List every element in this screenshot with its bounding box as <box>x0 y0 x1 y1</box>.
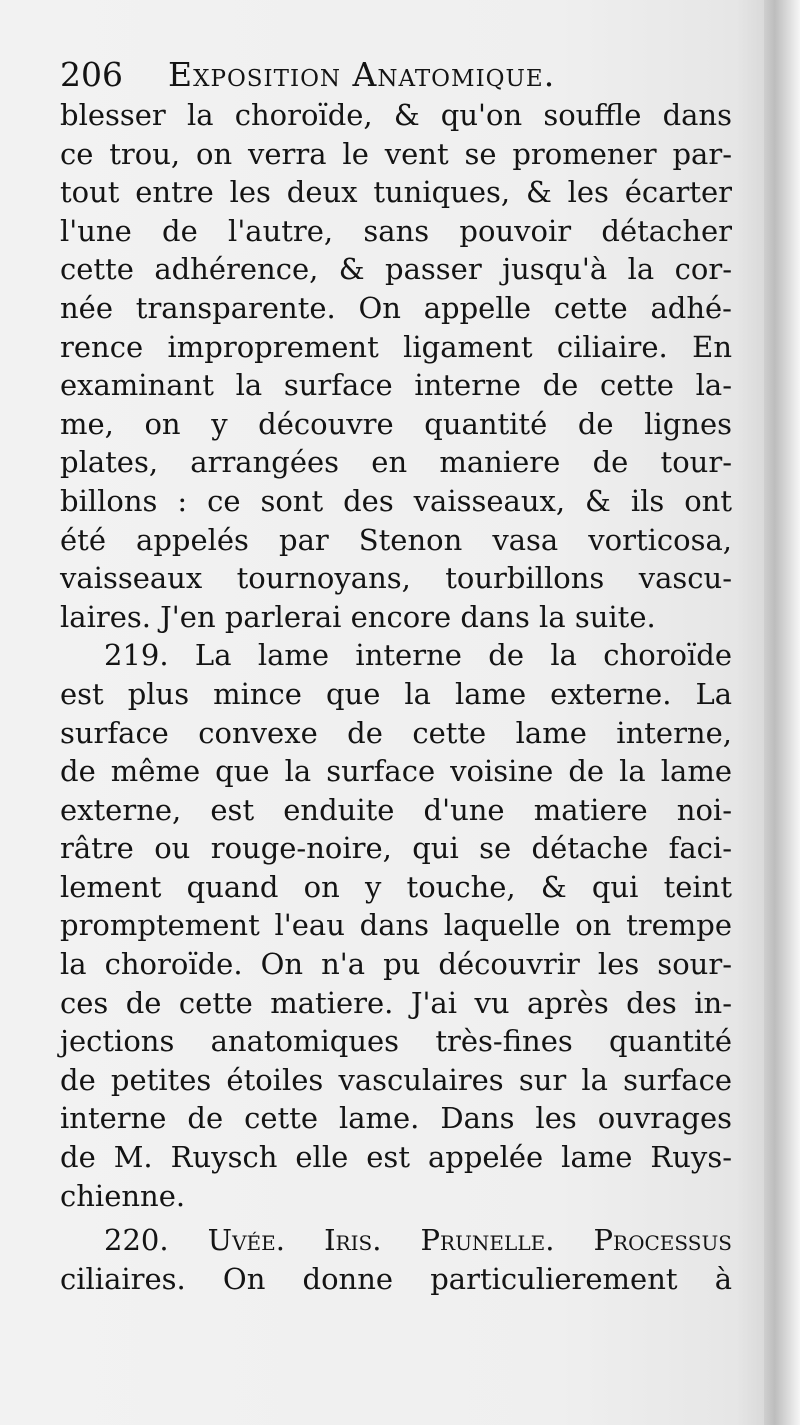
text-line: examinant la surface interne de cette la- <box>60 368 732 403</box>
text-line: râtre ou rouge-noire, qui se détache faci- <box>60 831 732 866</box>
text-line: lement quand on y touche, & qui teint <box>60 869 732 904</box>
text-line: jections anatomiques très-fines quantité <box>60 1024 732 1059</box>
text-line: interne de cette lame. Dans les ouvrages <box>60 1101 732 1136</box>
text-line: billons : ce sont des vaisseaux, & ils ont <box>60 483 732 518</box>
text-line: promptement l'eau dans laquelle on trempe <box>60 908 732 943</box>
text-line: plates, arrangées en maniere de tour- <box>60 445 732 480</box>
text-line: ce trou, on verra le vent se promener par- <box>60 136 732 171</box>
text-line: rence improprement ligament ciliaire. En <box>60 329 732 364</box>
text-line: de M. Ruysch elle est appelée lame Ruys- <box>60 1140 732 1175</box>
page-number: 206 <box>60 55 123 94</box>
text-line: de même que la surface voisine de la lame <box>60 754 732 789</box>
section-220-heading: 220. Uvée. Iris. Prunelle. Processus <box>104 1223 732 1258</box>
text-line: surface convexe de cette lame interne, <box>60 715 732 750</box>
page-gutter-shadow <box>764 0 800 1425</box>
text-line: blesser la choroïde, & qu'on souffle dans <box>60 98 732 132</box>
text-line: la choroïde. On n'a pu découvrir les sour- <box>60 947 732 982</box>
running-title: Exposition Anatomique. <box>168 55 556 94</box>
text-line: de petites étoiles vasculaires sur la surface <box>60 1062 732 1097</box>
text-line: ciliaires. On donne particulierement à <box>60 1261 732 1296</box>
text-line: chienne. <box>60 1178 186 1213</box>
text-line: me, on y découvre quantité de lignes <box>60 406 732 441</box>
text-line: est plus mince que la lame externe. La <box>60 676 732 711</box>
text-line: laires. J'en parlerai encore dans la suite. <box>60 599 656 634</box>
text-line: été appelés par Stenon vasa vorticosa, <box>60 522 732 557</box>
text-line: ces de cette matiere. J'ai vu après des in- <box>60 985 732 1020</box>
text-line: cette adhérence, & passer jusqu'à la cor- <box>60 252 732 287</box>
text-line: tout entre les deux tuniques, & les écarter <box>60 175 732 210</box>
text-line: vaisseaux tournoyans, tourbillons vascu- <box>60 561 732 596</box>
paragraph-219-start: 219. La lame interne de la choroïde <box>104 638 732 673</box>
running-header <box>60 54 730 96</box>
text-line: l'une de l'autre, sans pouvoir détacher <box>60 213 732 248</box>
text-line: née transparente. On appelle cette adhé- <box>60 290 732 325</box>
body-text <box>60 96 732 1298</box>
text-line: externe, est enduite d'une matiere noi- <box>60 792 732 827</box>
